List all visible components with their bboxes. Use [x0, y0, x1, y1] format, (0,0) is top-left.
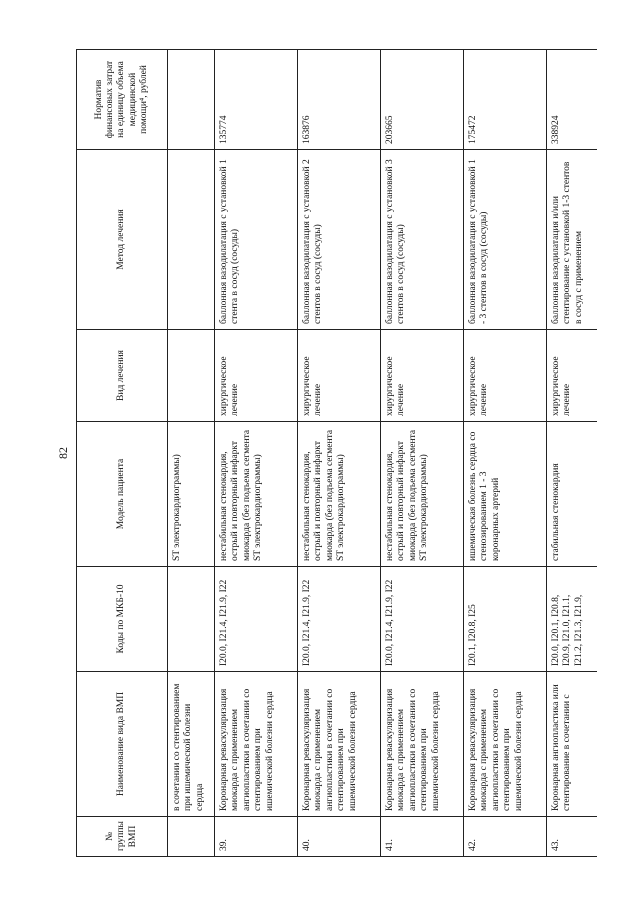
cell-model: ST электрокардиограммы) — [168, 422, 215, 567]
cell-num: 39. — [215, 817, 298, 857]
header-treatment-method: Метод лечения — [77, 150, 168, 330]
cell-type: хирургическое лечение — [381, 330, 464, 422]
cell-model: нестабильная стенокардия, острый и повторный инфаркт миокарда (без подъема сегмента ST электрокардиограммы) — [381, 422, 464, 567]
cell-codes: I20.0, I21.4, I21.9, I22 — [298, 567, 381, 672]
cell-type: хирургическое лечение — [215, 330, 298, 422]
cell-method: баллонная вазодилатация с установкой 1 стента в сосуд (сосуды) — [215, 150, 298, 330]
cell-type: хирургическое лечение — [464, 330, 547, 422]
cell-type — [168, 330, 215, 422]
cell-cost: 338924 — [547, 50, 598, 150]
table-row — [215, 50, 298, 857]
cell-num: 43. — [547, 817, 598, 857]
cell-cost: 203665 — [381, 50, 464, 150]
header-row — [77, 50, 168, 857]
cell-num: 41. — [381, 817, 464, 857]
header-icd-codes: Коды по МКБ-10 — [77, 567, 168, 672]
page-number: 82 — [56, 447, 70, 459]
cell-cost: 175472 — [464, 50, 547, 150]
cell-name: Коронарная реваскуляризация миокарда с применением ангиопластики в сочетании со стентированием при ишемической болезни сердца — [464, 672, 547, 817]
cell-num: 42. — [464, 817, 547, 857]
cell-codes: I20.0, I21.4, I21.9, I22 — [215, 567, 298, 672]
cell-name: Коронарная реваскуляризация миокарда с применением ангиопластики в сочетании со стентированием при ишемической болезни сердца — [298, 672, 381, 817]
cell-type: хирургическое лечение — [298, 330, 381, 422]
header-vmp-name: Наименование вида ВМП — [77, 672, 168, 817]
cell-model: нестабильная стенокардия, острый и повторный инфаркт миокарда (без подъема сегмента ST электрокардиограммы) — [298, 422, 381, 567]
cell-name: Коронарная реваскуляризация миокарда с применением ангиопластики в сочетании со стентированием при ишемической болезни сердца — [381, 672, 464, 817]
table-row — [381, 50, 464, 857]
header-group-number: № группы ВМП — [77, 817, 168, 857]
vmp-table — [76, 49, 597, 857]
header-cost-standard: Норматив финансовых затрат на единицу объема медицинской помощи⁴, рублей — [77, 50, 168, 150]
cell-codes: I20.0, I21.4, I21.9, I22 — [381, 567, 464, 672]
table-row — [464, 50, 547, 857]
table-row — [298, 50, 381, 857]
table-row — [547, 50, 598, 857]
cell-codes: I20.1, I20.8, I25 — [464, 567, 547, 672]
cell-model: стабильная стенокардия — [547, 422, 598, 567]
cell-cost: 135774 — [215, 50, 298, 150]
cell-name: в сочетании со стентированием при ишемической болезни сердца — [168, 672, 215, 817]
cell-method — [168, 150, 215, 330]
cell-method: баллонная вазодилатация с установкой 2 стентов в сосуд (сосуды) — [298, 150, 381, 330]
cell-method: баллонная вазодилатация и/или стентирование с установкой 1-3 стентов в сосуд с применением — [547, 150, 598, 330]
header-patient-model: Модель пациента — [77, 422, 168, 567]
cell-num — [168, 817, 215, 857]
cell-num: 40. — [298, 817, 381, 857]
cell-name: Коронарная реваскуляризация миокарда с применением ангиопластики в сочетании со стентированием при ишемической болезни сердца — [215, 672, 298, 817]
cell-cost: 163876 — [298, 50, 381, 150]
header-treatment-type: Вид лечения — [77, 330, 168, 422]
cell-type: хирургическое лечение — [547, 330, 598, 422]
cell-codes — [168, 567, 215, 672]
cell-name: Коронарная ангиопластика или стентирование в сочетании с — [547, 672, 598, 817]
cell-cost — [168, 50, 215, 150]
cell-model: нестабильная стенокардия, острый и повторный инфаркт миокарда (без подъема сегмента ST электрокардиограммы) — [215, 422, 298, 567]
cell-method: баллонная вазодилатация с установкой 1 - 3 стентов в сосуд (сосуды) — [464, 150, 547, 330]
cell-codes: I20.0, I20.1, I20.8, I20.9, I21.0, I21.1, I21.2, I21.3, I21.9, — [547, 567, 598, 672]
cell-model: ишемическая болезнь сердца со стенозированием 1 - 3 коронарных артерий — [464, 422, 547, 567]
cell-method: баллонная вазодилатация с установкой 3 стентов в сосуд (сосуды) — [381, 150, 464, 330]
table-row-continuation — [168, 50, 215, 857]
